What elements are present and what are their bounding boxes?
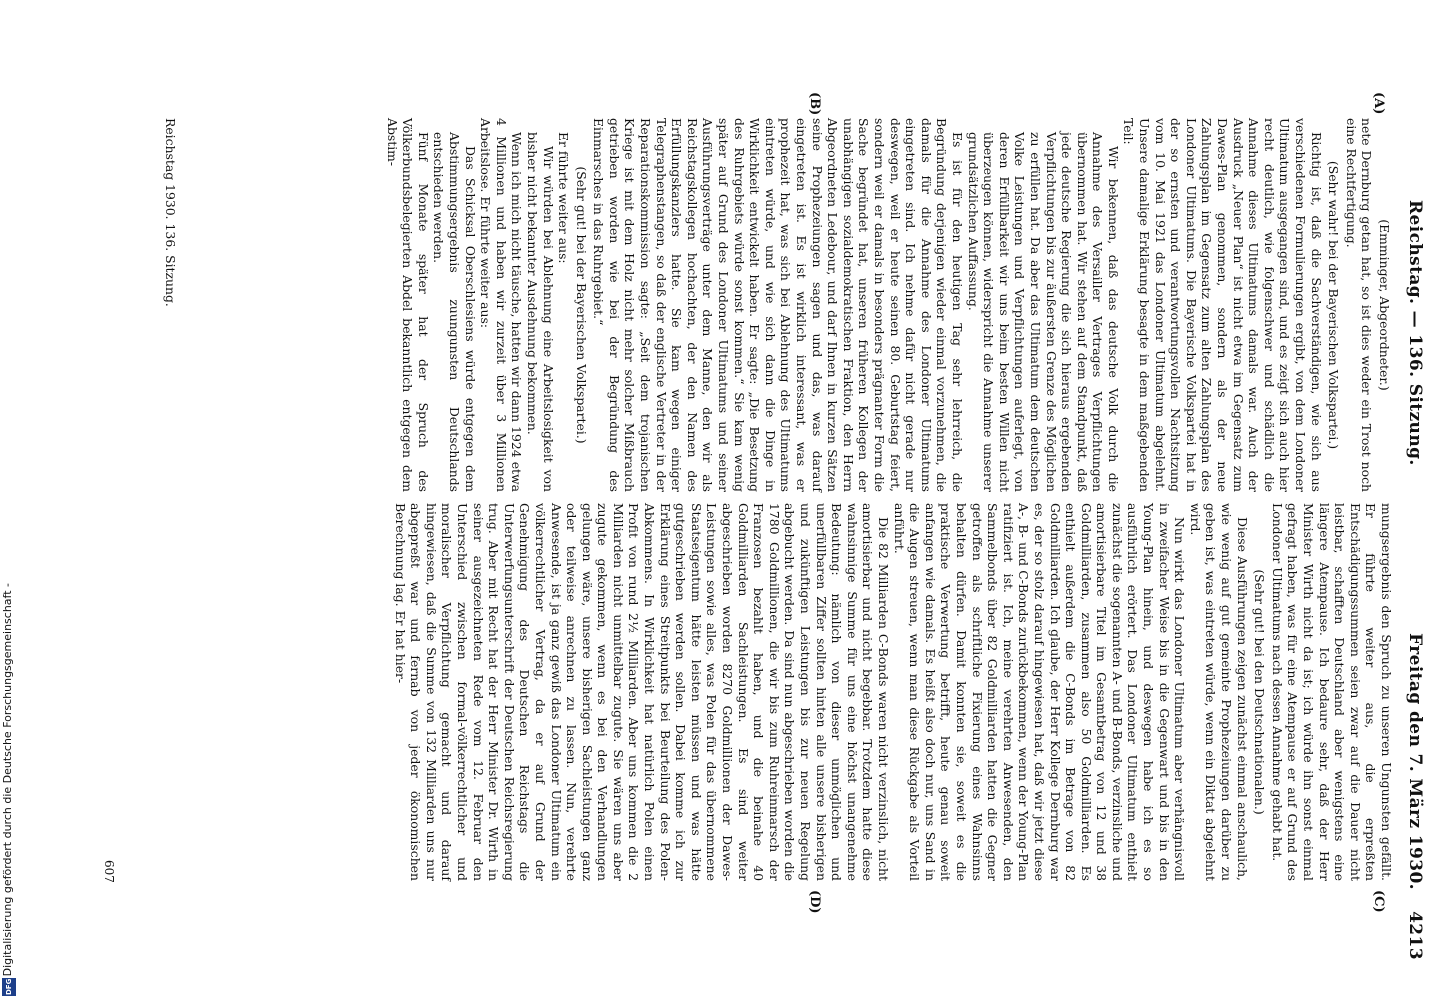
dfg-logo: DFG xyxy=(2,978,16,996)
interjection: (Sehr wahr! bei der Bayerischen Volkspartei.) xyxy=(1326,160,1342,450)
interjection: (Sehr gut! bei den Deutschnationalen.) xyxy=(1252,569,1268,815)
paragraph: Wenn ich mich nicht täusche, hatten wir dann 1924 etwa 4 Millionen und haben wir zurzeit über 3 Millionen Arbeitslose. Er führte weiter aus: xyxy=(478,118,525,492)
quote: Wir bekennen, daß das deutsche Volk durch die Annahme des Versailler Vertrages Verpflichtungen übernommen hat. Wir stehen auf dem Standpunkt, daß jede deutsche Regierung die sich hieraus ergebenden Verpflichtungen bis zur äußersten Grenze des Möglichen zu erfüllen hat. Da aber das Ultimatum dem deutschen Volke Leistungen und Verpflichtungen auferlegt, von deren Erfüllbarkeit wir uns beim besten Willen nicht überzeugen können, widerspricht die Annahme unserer grundsätzlichen Auffassung. xyxy=(965,132,1121,492)
interjection: (Sehr gut! bei der Bayerischen Volkspartei.) xyxy=(573,166,589,444)
paragraph: Nun wirkt das Londoner Ultimatum aber verhängnisvoll in zweifacher Weise bis in die Gegenwart und bis in den Young-Plan hinein, und deswegen habe ich es so ausführlich erörtert. Das Londoner Ultimatum enthielt zunächst die sogenannten A- und B-Bonds, verzinsliche und amortisierbare Titel im Gesamtbetrag von 12 und 38 Goldmilliarden, zusammen also 50 Goldmilliarden. Es enthielt außerdem die C-Bonds im Betrage von 82 Goldmilliarden. Ich glaube, der Herr Kollege Dernburg war es, der so stolz darauf hingewiesen hat, daß wir jetzt diese A-, B- und C-Bonds zurückbekommen, wenn der Young-Plan ratifiziert ist. Ich, meine verehrten Anwesenden, den Sammelbonds über 82 Goldmilliarden hatten die Gegner getroffen als schriftliche Fixierung eines Wahnsinns behalten dürfen. Damit konnten sie, soweit es die praktische Verwertung betrifft, heute genau soweit anfangen wie damals. Es heißt also doch nur, uns Sand in die Augen streuen, wenn man diese Rückgabe als Vorteil anführt. xyxy=(891,503,1188,881)
page-number: 4213 xyxy=(1405,911,1425,960)
quote: Das Schicksal Oberschlesiens würde entgegen dem Abstimmungsergebnis zuungunsten Deutschlands entschieden werden. xyxy=(431,132,478,492)
speaker-line: (Emminger, Abgeordneter.) xyxy=(1377,219,1392,391)
left-column xyxy=(384,118,1394,492)
paragraph: nete Dernburg getan hat, so ist dies weder ein Trost noch eine Rechtfertigung. xyxy=(1343,118,1375,492)
paragraph: Richtig ist, daß die Sachverständigen, wie sich aus verschiedenen Formulierungen ergibt, von dem Londoner Ultimatum ausgegangen sind, und es zeigt sich auch hier recht deutlich, wie folgenschwer und schädlich die Annahme dieses Ultimatums damals war. Auch der Ausdruck „Neuer Plan“ ist nicht etwa im Gegensatz zum Dawes-Plan genommen, sondern als der neue Zahlungsplan im Gegensatz zum alten Zahlungsplan des Londoner Ultimatums. Die Bayerische Volkspartei hat in der so ernsten und verantwortungsvollen Nachtsitzung vom 10. Mai 1921 das Londoner Ultimatum abgelehnt. Unsere damalige Erklärung besagte in dem maßgebenden Teil: xyxy=(1121,118,1324,492)
paragraph: Fünf Monate später hat der Spruch des Völkerbundsbelegierten Abdel bekanntlich entgegen dem Abstim- xyxy=(384,118,431,492)
paragraph: Die 82 Milliarden C-Bonds waren nicht verzinslich, nicht amortisierbar und nicht begebbar. Trotzdem hatte diese wahnsinnige Summe für uns eine höchst unangenehme Bedeutung: nämlich von dieser unmöglichen und unerfüllbaren Ziffer sollten hinten alle unsere bisherigen und zukünftigen Leistungen bis zur neuen Regelung abgebucht werden. Da sind nun abgeschrieben worden die 1780 Goldmillionen, die wir bis zum Ruhreinmarsch der Franzosen bezahlt haben, und die beinahe 40 Goldmilliarden Sachleistungen. Es sind weiter abgeschrieben worden 8270 Goldmillionen der Dawes-Leistungen sowie alles, was Polen für das übernommene Staatseigentum hätte leisten müssen und was hätte gutgeschrieben werden sollen. Dabei komme ich zur Erklärung eines Streitpunkts bei Beurteilung des Polen-Abkommens. In Wirklichkeit hat natürlich Polen einen Profit von rund 2½ Milliarden. Aber uns kommen die 2 Milliarden nicht unmittelbar zugute. Sie wären uns aber zugute gekommen, wenn es bei den Verhandlungen gelungen wäre, unsere bisherigen Sachleistungen ganz oder teilweise anrechnen zu lassen. Nun, verehrte Anwesende, ist ja ganz gewiß das Londoner Ultimatum ein völkerrechtlicher Vertrag, da er auf Grund der Genehmigung des Deutschen Reichstags die Unterwerfungsunterschrift der Deutschen Reichsregierung trug. Aber mit Recht hat der Herr Minister Dr. Wirth in seiner ausgezeichneten Rede vom 12. Februar den Unterschied zwischen formal-völkerrechtlicher und moralischer Verpflichtung gemacht und darauf hingewiesen, daß die Summe von 132 Milliarden uns nur abgepreßt war und fernab von jeder ökonomischen Berechnung lag. Er hat hier- xyxy=(392,503,891,881)
paragraph: Diese Ausführungen zeigen zunächst einmal anschaulich, wie wenig auf gut gemeinte Prophezeiungen darüber zu geben ist, was eintreten würde, wenn ein Diktat abgelehnt wird. xyxy=(1187,503,1250,881)
header-right: Freitag den 7. März 1930. xyxy=(1405,633,1425,890)
right-column xyxy=(392,503,1394,881)
marker-c: (C) xyxy=(1371,890,1386,913)
funding-note: Digitalisierung gefördert durch die Deutsche Forschungsgemeinschaft - xyxy=(1,582,14,976)
quote: Wir würden bei Ablehnung eine Arbeitslosigkeit von bisher nicht bekannter Ausdehnung bekommen. xyxy=(524,132,556,492)
paragraph: mungsergebnis den Spruch zu unseren Ungunsten gefällt. Er führte weiter aus, die erpreßten Entschädigungssummen seien zwar auf die Dauer nicht leistbar, schafften Deutschland aber wenigstens eine längere Atempause. Ich bedaure sehr, daß der Herr Minister Wirth nicht da ist; ich würde ihn sonst einmal gefragt haben, was für eine Atempause er auf Grund des Londoner Ultimatums nach dessen Annahme gehabt hat. xyxy=(1269,503,1394,881)
marker-d: (D) xyxy=(807,890,822,914)
paragraph: Es ist für den heutigen Tag sehr lehrreich, die Begründung derjenigen wieder einmal vorzunehmen, die damals für die Annahme des Londoner Ultimatums eingetreten sind. Ich nehme dafür nicht gerade nur deswegen, weil er heute seinen 80. Geburtstag feiert, sondern weil er damals in besonders prägnanter Form die Sache begründet hat, unseren früheren Kollegen der unabhängigen sozialdemokratischen Fraktion, den Herrn Abgeordneten Ledebour, und darf Ihnen in kurzen Sätzen seine Prophezeiungen sagen und das, was darauf eingetreten ist. Es ist wirklich interessant, was er prophezeit hat, was sich bei Ablehnung des Ultimatums eintreten würde, und wie sich dann die Dinge in Wirklichkeit entwickelt haben. Er sagte: „Die Besetzung des Ruhrgebiets würde sonst kommen.“ Sie kam wenig später auf Grund des Londoner Ultimatums und seiner Ausführungsverträge unter dem Manne, den wir als Reichstagskollegen hochachten, der den Namen des Erfüllungskanzlers hatte. Sie kam wegen einiger Telegraphenstangen, so daß der englische Vertreter in der Reparationskommission sagte: „Seit dem trojanischen Kriege ist mit dem Holz nicht mehr solcher Mißbrauch getrieben worden wie bei der Begründung des Einmarsches in das Ruhrgebiet.“ xyxy=(591,118,965,492)
header-left: Reichstag. — 136. Sitzung. xyxy=(1405,200,1425,466)
page-header xyxy=(1400,200,1430,960)
footer-left: Reichstag 1930. 136. Sitzung. xyxy=(163,118,178,307)
footer-right: 607 xyxy=(102,860,116,883)
marker-b: (B) xyxy=(807,92,822,116)
paragraph: Er führte weiter aus: xyxy=(556,132,572,264)
marker-a: (A) xyxy=(1371,92,1386,115)
